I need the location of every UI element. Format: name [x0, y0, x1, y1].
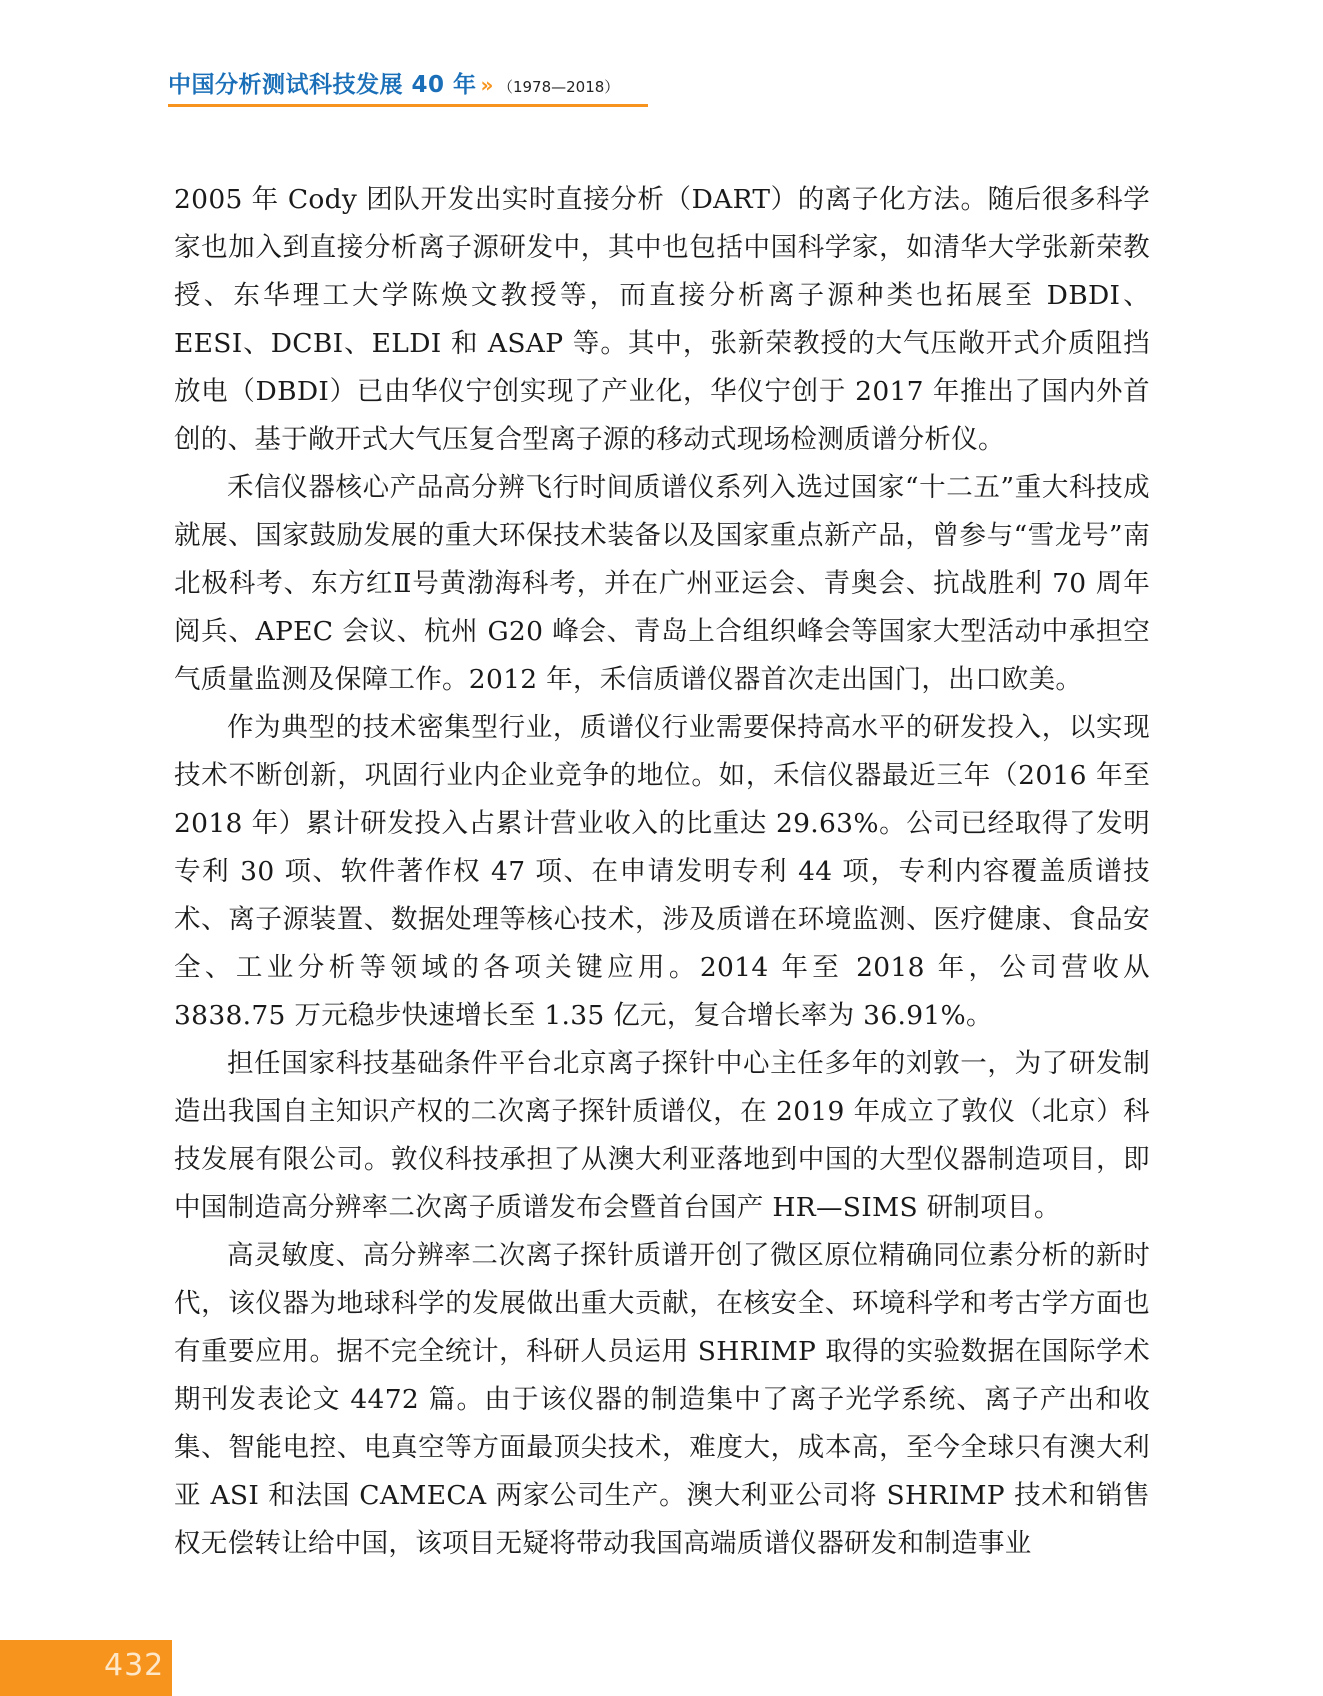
- running-header: [168, 62, 648, 106]
- year-range: （1978—2018）: [497, 78, 620, 96]
- paragraph: 高灵敏度、高分辨率二次离子探针质谱开创了微区原位精确同位素分析的新时代，该仪器为地球科学的发展做出重大贡献，在核安全、环境科学和考古学方面也有重要应用。据不完全统计，科研人员运用 SHRIMP 取得的实验数据在国际学术期刊发表论文 4472 篇。由于该仪器的制造集中了离子光学系统、离子产出和收集、智能电控、电真空等方面最顶尖技术，难度大，成本高，至今全球只有澳大利亚 ASI 和法国 CAMECA 两家公司生产。澳大利亚公司将 SHRIMP 技术和销售权无偿转让给中国，该项目无疑将带动我国高端质谱仪器研发和制造事业: [174, 1240, 1150, 1559]
- body-text: [174, 176, 1150, 1568]
- paragraph: 作为典型的技术密集型行业，质谱仪行业需要保持高水平的研发投入，以实现技术不断创新，巩固行业内企业竞争的地位。如，禾信仪器最近三年（2016 年至 2018 年）累计研发投入占累计营业收入的比重达 29.63%。公司已经取得了发明专利 30 项、软件著作权 47 项、在申请发明专利 44 项，专利内容覆盖质谱技术、离子源装置、数据处理等核心技术，涉及质谱在环境监测、医疗健康、食品安全、工业分析等领域的各项关键应用。2014 年至 2018 年，公司营收从 3838.75 万元稳步快速增长至 1.35 亿元，复合增长率为 36.91%。: [174, 712, 1150, 1031]
- paragraph: 担任国家科技基础条件平台北京离子探针中心主任多年的刘敦一，为了研发制造出我国自主知识产权的二次离子探针质谱仪，在 2019 年成立了敦仪（北京）科技发展有限公司。敦仪科技承担了从澳大利亚落地到中国的大型仪器制造项目，即中国制造高分辨率二次离子质谱发布会暨首台国产 HR—SIMS 研制项目。: [174, 1048, 1150, 1223]
- double-chevron-icon: »: [480, 73, 494, 97]
- page-number: 432: [104, 1648, 165, 1683]
- paragraph: 禾信仪器核心产品高分辨飞行时间质谱仪系列入选过国家“十二五”重大科技成就展、国家鼓励发展的重大环保技术装备以及国家重点新产品，曾参与“雪龙号”南北极科考、东方红Ⅱ号黄渤海科考，并在广州亚运会、青奥会、抗战胜利 70 周年阅兵、APEC 会议、杭州 G20 峰会、青岛上合组织峰会等国家大型活动中承担空气质量监测及保障工作。2012 年，禾信质谱仪器首次走出国门，出口欧美。: [174, 472, 1150, 695]
- book-title-text: 中国分析测试科技发展 40 年: [168, 72, 477, 98]
- paragraph: 2005 年 Cody 团队开发出实时直接分析（DART）的离子化方法。随后很多科学家也加入到直接分析离子源研发中，其中也包括中国科学家，如清华大学张新荣教授、东华理工大学陈焕文教授等，而直接分析离子源种类也拓展至 DBDI、EESI、DCBI、ELDI 和 ASAP 等。其中，张新荣教授的大气压敞开式介质阻挡放电（DBDI）已由华仪宁创实现了产业化，华仪宁创于 2017 年推出了国内外首创的、基于敞开式大气压复合型离子源的移动式现场检测质谱分析仪。: [174, 184, 1150, 455]
- book-title: [168, 66, 619, 99]
- header-underline: [168, 104, 648, 107]
